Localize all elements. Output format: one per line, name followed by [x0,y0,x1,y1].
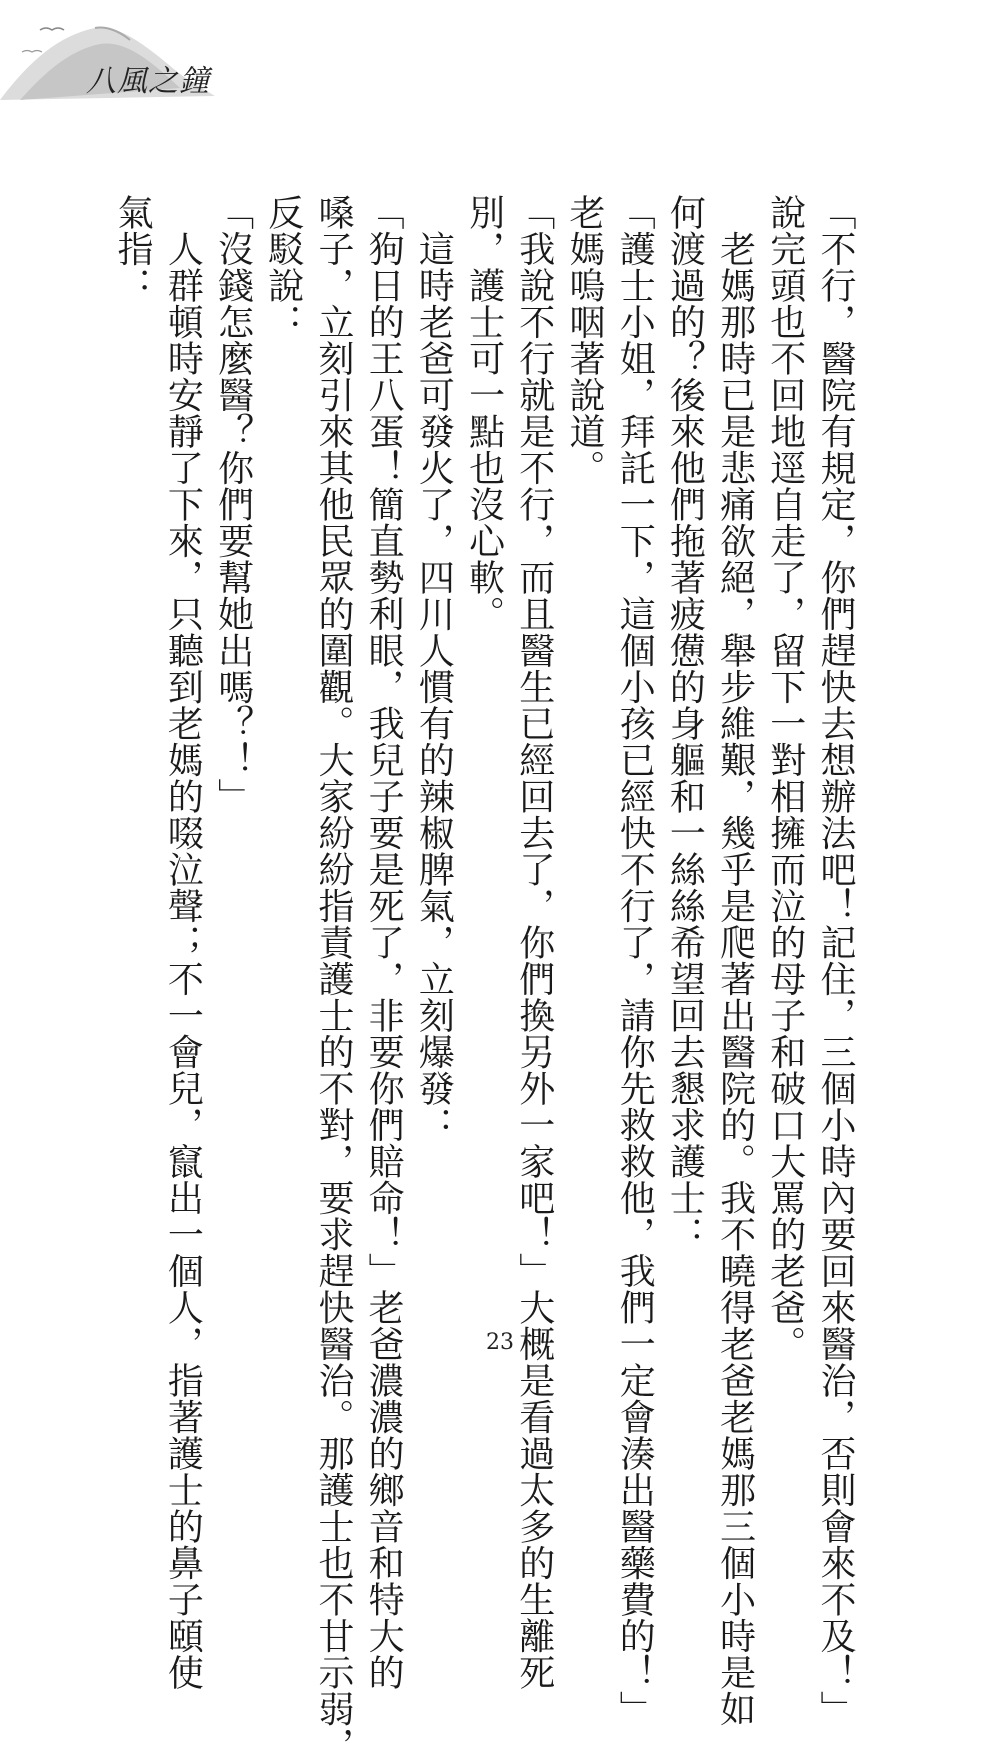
text-line: 嗓子，立刻引來其他民眾的圍觀。大家紛紛指責護士的不對，要求趕快醫治。那護士也不甘示弱， [312,194,354,1764]
text-line: 「護士小姐，拜託一下，這個小孩已經快不行了，請你先救救他，我們一定會湊出醫藥費的！」 [614,194,656,1727]
text-line: 人群頓時安靜了下來，只聽到老媽的啜泣聲；不一會兒，竄出一個人，指著護士的鼻子頤使 [162,194,204,1691]
text-line: 「我說不行就是不行，而且醫生已經回去了，你們換另外一家吧！」大概是看過太多的生離死 [513,194,555,1691]
page-number: 23 [486,1330,514,1355]
text-line: 「狗日的王八蛋！簡直勢利眼，我兒子要是死了，非要你們賠命！」老爸濃濃的鄉音和特大的 [363,194,405,1691]
logo-title: 八風之鐘 [86,64,210,99]
text-line: 老媽那時已是悲痛欲絕，舉步維艱，幾乎是爬著出醫院的。我不曉得老爸老媽那三個小時是如 [714,194,756,1727]
text-line: 何渡過的？後來他們拖著疲憊的身軀和一絲絲希望回去懇求護士： [664,194,706,1253]
header-logo [0,0,240,110]
text-line: 「沒錢怎麼醫？你們要幫她出嗎？！」 [212,194,254,815]
text-line: 別，護士可一點也沒心軟。 [463,194,505,632]
text-line: 老媽嗚咽著說道。 [563,194,605,486]
text-line: 氣指： [112,194,154,304]
text-line: 說完頭也不回地逕自走了，留下一對相擁而泣的母子和破口大罵的老爸。 [764,194,806,1362]
text-line: 「不行，醫院有規定，你們趕快去想辦法吧！記住，三個小時內要回來醫治，否則會來不及！」 [815,194,856,1727]
text-line: 反駁說： [262,194,304,340]
text-line: 這時老爸可發火了，四川人慣有的辣椒脾氣，立刻爆發： [413,194,455,1143]
